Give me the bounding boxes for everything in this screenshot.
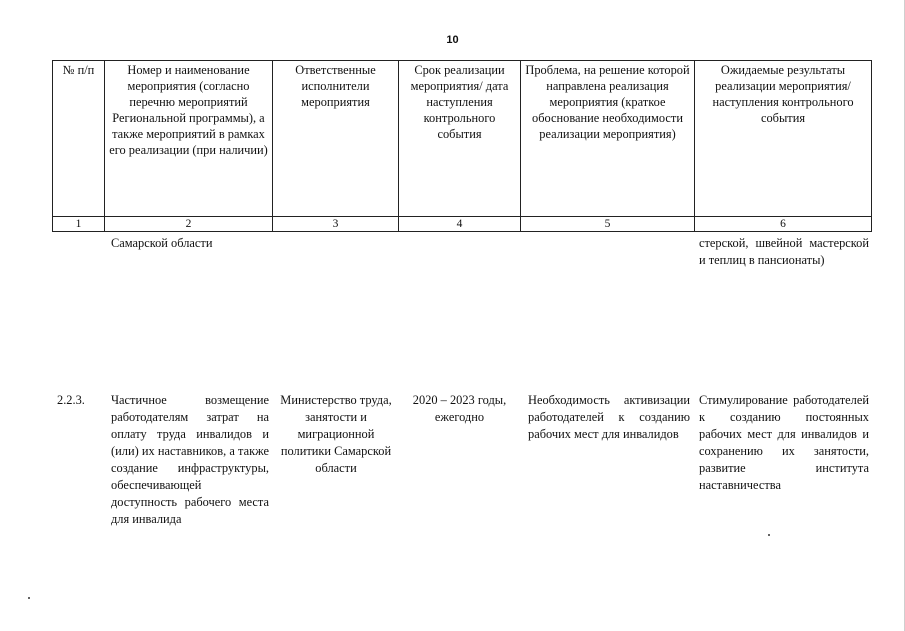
scan-speck [28,597,30,599]
header-number: № п/п [53,61,105,217]
header-name: Номер и наименование мероприятия (согласно перечню мероприятий Региональной программы), а также мероприятий в рамках его реализации (при наличии) [105,61,273,217]
page-number: 10 [446,34,459,46]
row-name: Частичное возмещение работодателям затрат на оплату труда инвалидов и (или) их наставников, а также создание инфраструктуры, обеспечивающей доступность рабочего места для инвалида [111,393,269,526]
header-results: Ожидаемые результаты реализации мероприятия/ наступления контрольного события [695,61,872,217]
row-responsible: Министерство труда, занятости и миграционной политики Самарской области [280,393,392,475]
column-number: 6 [695,217,872,232]
column-number: 2 [105,217,273,232]
row-number: 2.2.3. [57,393,85,407]
header-problem: Проблема, на решение которой направлена реализация мероприятия (краткое обоснование необходимости реализации мероприятия) [521,61,695,217]
header-responsible: Ответственные исполнители мероприятия [273,61,399,217]
column-number: 4 [399,217,521,232]
continuation-name: Самарской области [111,236,213,250]
row-results: Стимулирование работодателей к созданию постоянных рабочих мест для инвалидов и сохранению их занятости, развитие института наставничества [699,393,869,492]
table-header [52,60,872,232]
header-row [53,61,872,217]
column-number: 5 [521,217,695,232]
header-term: Срок реализации мероприятия/ дата наступления контрольного события [399,61,521,217]
column-number: 1 [53,217,105,232]
scan-speck [768,534,770,536]
row-problem: Необходимость активизации работодателей к созданию рабочих мест для инвалидов [528,393,690,441]
column-number: 3 [273,217,399,232]
column-number-row [53,217,872,232]
continuation-results: стерской, швейной мастерской и теплиц в пансионаты) [699,236,869,267]
row-term: 2020 – 2023 годы, ежегодно [412,393,507,424]
